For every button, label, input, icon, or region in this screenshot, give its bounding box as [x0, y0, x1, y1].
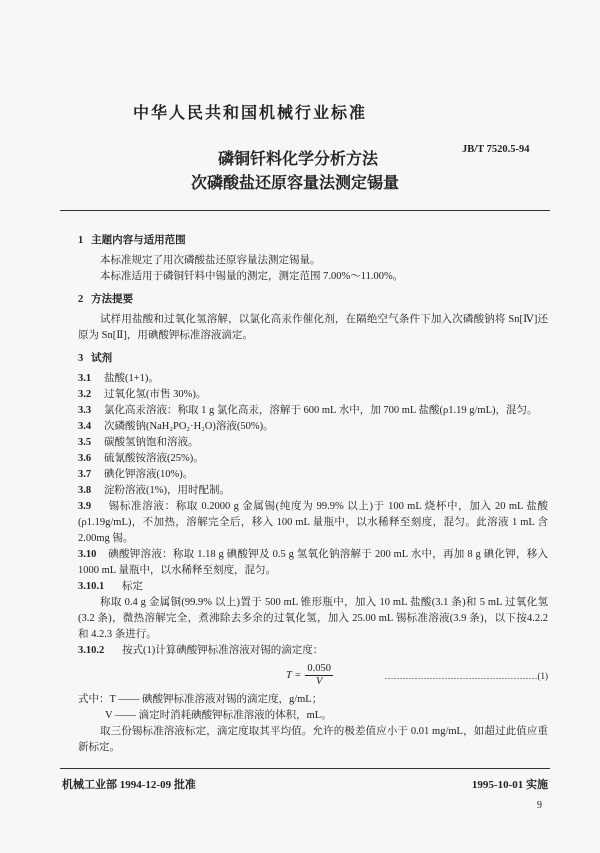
item-number: 3.1 [78, 373, 92, 384]
section-number: 3 [78, 353, 84, 364]
section-1-heading [78, 233, 548, 249]
reagent-item [78, 371, 548, 387]
footer-rule [60, 768, 550, 769]
paragraph-line: 1000 mL 量瓶中，以水稀释至刻度，混匀。 [78, 565, 276, 576]
denominator: V [315, 676, 323, 687]
standard-code: JB/T 7520.5-94 [462, 144, 530, 155]
equation-number: ……………………………………………(1) [384, 670, 548, 681]
paragraph-line: 锡标准溶液：称取 0.2000 g 金属锡(纯度为 99.9% 以上)于 100 mL 烧杯中，加入 20 mL 盐酸 [108, 501, 548, 512]
item-number: 3.10.2 [78, 645, 105, 656]
numerator: 0.050 [307, 663, 331, 674]
paragraph: 本标准规定了用次磷酸盐还原容量法测定锡量。 [100, 255, 321, 266]
paragraph-line: 化氢(3.2 条)，微热溶解完全，煮沸除去多余的过氧化氢，加入 25.00 mL 锡标准溶液(3.9 条)，以下按 [78, 597, 548, 624]
reagent-item [78, 483, 548, 499]
section-title: 方法提要 [91, 294, 134, 305]
paragraph-line: 称取 0.4 g 金属铜(99.9% 以上)置于 500 mL 锥形瓶中，加入 10 mL 盐酸(3.1 条)和 5 mL 过氧 [100, 597, 527, 608]
item-text: 碳酸氢钠饱和溶液。 [104, 437, 199, 448]
paragraph-line: 试样用盐酸和过氧化氢溶解，以氯化高汞作催化剂，在隔绝空气条件下加入次磷酸钠将 Sn[Ⅳ]还 [100, 314, 548, 325]
item-number: 3.8 [78, 485, 92, 496]
formula-fraction [305, 663, 333, 688]
item-text: 氯化高汞溶液：称取 1 g 氯化高汞，溶解于 600 mL 水中，加 700 mL 盐酸(ρ1.19 g/mL)，混匀。 [104, 405, 538, 416]
section-title: 试剂 [91, 353, 113, 364]
paragraph-line: 新标定。 [78, 742, 120, 753]
paragraph-line: 4.2.2 和 4.2.3 条进行。 [78, 613, 548, 640]
paragraph: 本标准适用于磷铜钎料中锡量的测定，测定范围 7.00%～11.00%。 [100, 271, 404, 282]
item-number: 3.6 [78, 453, 92, 464]
item-text: 碘化钾溶液(10%)。 [104, 469, 194, 480]
org-title: 中华人民共和国机械行业标准 [133, 105, 368, 122]
paragraph-line: mg 锡。 [96, 533, 134, 544]
approval-date: 机械工业部 1994-12-09 批准 [62, 779, 196, 791]
item-number: 3.7 [78, 469, 92, 480]
item-number: 3.4 [78, 421, 92, 432]
page-number: 9 [537, 800, 542, 811]
document-title: 磷铜钎料化学分析方法 [218, 151, 379, 168]
document-subtitle: 次磷酸盐还原容量法测定锡量 [191, 175, 400, 192]
item-text: 硫氰酸铵溶液(25%)。 [104, 453, 204, 464]
paragraph-line: 取三份锡标准溶液标定，滴定度取其平均值。允许的极差值应小于 0.01 mg/mL，如超过此值应重 [100, 726, 548, 737]
item-text: 盐酸(1+1)。 [104, 373, 159, 384]
subsection-3-10-2 [78, 643, 548, 659]
header-rule [60, 210, 550, 211]
paragraph [78, 595, 548, 643]
formula-lhs: T = [286, 669, 302, 681]
reagent-item [78, 419, 548, 435]
item-text: 按式(1)计算碘酸钾标准溶液对锡的滴定度： [122, 645, 324, 656]
paragraph [78, 724, 548, 756]
item-number: 3.10.1 [78, 581, 105, 592]
reagent-item [78, 435, 548, 451]
item-number: 3.9 [78, 501, 92, 512]
subsection-3-10-1 [78, 579, 548, 595]
item-text: 过氧化氢(市售 30%)。 [104, 389, 207, 400]
reagent-item [78, 451, 548, 467]
paragraph [78, 312, 548, 344]
document-body [60, 226, 550, 833]
reagent-item-3-10 [78, 547, 548, 579]
paragraph-line: (ρ1.19g/mL)，不加热，溶解完全后，移入 100 mL 量瓶中，以水稀释至刻度，混匀。此溶液 1 mL 含 2.00 [78, 517, 548, 544]
paragraph-line: 原为 Sn[Ⅱ]，用碘酸钾标准溶液滴定。 [78, 330, 253, 341]
item-number: 3.5 [78, 437, 92, 448]
reagent-item [78, 467, 548, 483]
effective-date: 1995-10-01 实施 [471, 779, 548, 791]
item-number: 3.10 [78, 549, 97, 560]
paragraph-line: 碘酸钾溶液：称取 1.18 g 碘酸钾及 0.5 g 氢氧化钠溶解于 200 mL 水中，再加 8 g 碘化钾，移入 [108, 549, 548, 560]
where-label: 式中： [78, 694, 110, 705]
reagent-item-3-9 [78, 499, 548, 547]
formula [78, 663, 548, 688]
section-title: 主题内容与适用范围 [91, 235, 186, 246]
item-number: 3.3 [78, 405, 92, 416]
item-text: 标定 [122, 581, 143, 592]
reagent-item [78, 403, 548, 419]
item-number: 3.2 [78, 389, 92, 400]
section-3-heading [78, 351, 548, 367]
footer [60, 777, 550, 793]
reagent-item [78, 387, 548, 403]
section-number: 2 [78, 294, 84, 305]
where-t [78, 692, 548, 708]
item-text: 次磷酸钠(NaH₂PO₂·H₂O)溶液(50%)。 [104, 421, 274, 432]
section-2-heading [78, 292, 548, 308]
definition: T —— 碘酸钾标准溶液对锡的滴定度，g/mL； [109, 694, 323, 705]
section-number: 1 [78, 235, 84, 246]
where-v: V —— 滴定时消耗碘酸钾标准溶液的体积，mL。 [105, 710, 332, 721]
item-text: 淀粉溶液(1%)，用时配制。 [104, 485, 230, 496]
